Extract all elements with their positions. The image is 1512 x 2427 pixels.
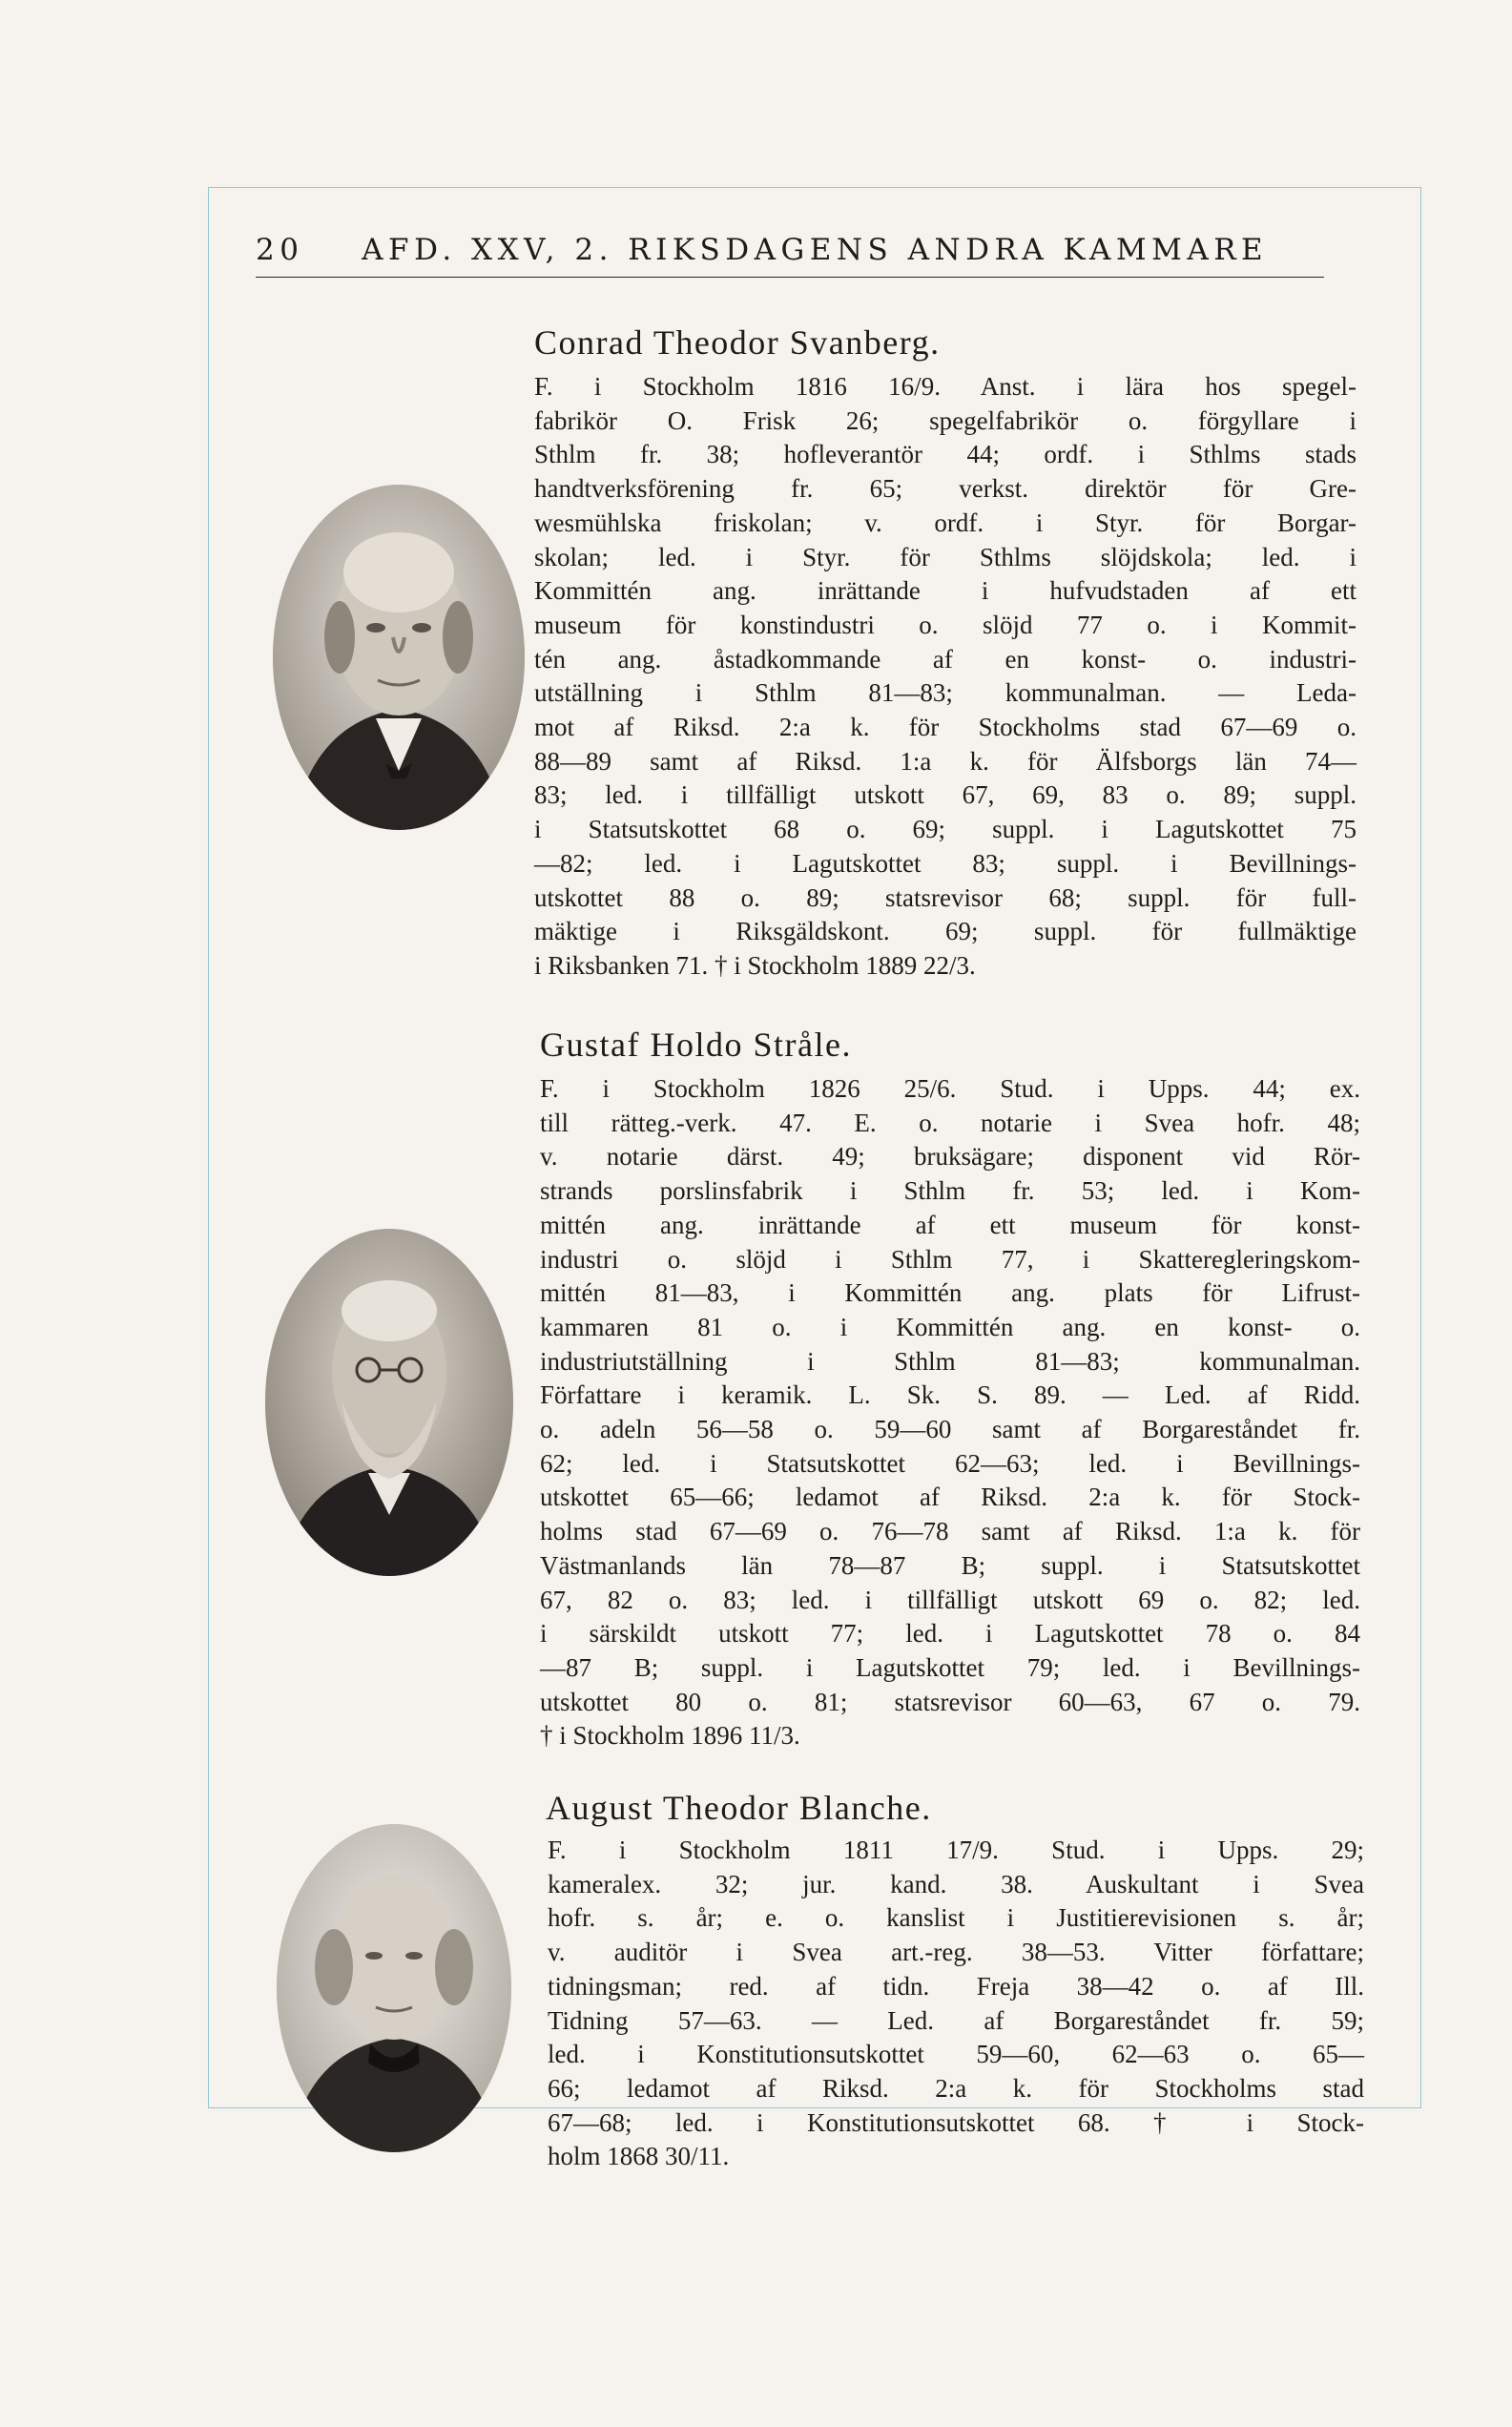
bio-line: 62; led. i Statsutskottet 62—63; led. i Bevillnings-: [540, 1448, 1360, 1478]
bio-line: i Riksbanken 71. † i Stockholm 1889 22/3.: [534, 950, 976, 980]
bio-line: wesmühlska friskolan; v. ordf. i Styr. för Borgar-: [534, 508, 1357, 537]
bio-line: Tidning 57—63. — Led. af Borgareståndet fr. 59;: [548, 2005, 1364, 2035]
entry-name-svanberg: Conrad Theodor Svanberg.: [534, 323, 941, 362]
entry-name-strale: Gustaf Holdo Stråle.: [540, 1026, 852, 1064]
bio-line: F. i Stockholm 1826 25/6. Stud. i Upps. 44; ex.: [540, 1074, 1360, 1103]
entry-bio-strale: [540, 1072, 1360, 1753]
bio-line: v. notarie därst. 49; bruksägare; disponent vid Rör-: [540, 1142, 1360, 1172]
bio-line: F. i Stockholm 1816 16/9. Anst. i lära hos spegel-: [534, 372, 1357, 401]
bio-line: mäktige i Riksgäldskont. 69; suppl. för fullmäktige: [534, 917, 1357, 946]
bio-line: kammaren 81 o. i Kommittén ang. en konst- o.: [540, 1312, 1360, 1341]
bio-line: hofr. s. år; e. o. kanslist i Justitierevisionen s. år;: [548, 1903, 1364, 1933]
bio-line: strands porslinsfabrik i Sthlm fr. 53; led. i Kom-: [540, 1176, 1360, 1206]
entry-bio-svanberg: [534, 370, 1357, 984]
portrait-strale: [265, 1229, 513, 1576]
bio-line: holms stad 67—69 o. 76—78 samt af Riksd. 1:a k. för: [540, 1517, 1360, 1546]
header-rule: [256, 277, 1324, 278]
entry-name-blanche: August Theodor Blanche.: [546, 1789, 932, 1827]
running-title: AFD. XXV, 2. RIKSDAGENS ANDRA KAMMARE: [362, 233, 1269, 267]
bio-line: 67, 82 o. 83; led. i tillfälligt utskott 69 o. 82; led.: [540, 1585, 1360, 1614]
bio-line: 88—89 samt af Riksd. 1:a k. för Älfsborgs län 74—: [534, 746, 1357, 776]
bio-line: 66; ledamot af Riksd. 2:a k. för Stockholms stad: [548, 2073, 1364, 2103]
bio-line: —87 B; suppl. i Lagutskottet 79; led. i Bevillnings-: [540, 1652, 1360, 1682]
bio-line: fabrikör O. Frisk 26; spegelfabrikör o. förgyllare i: [534, 405, 1357, 435]
bio-line: Författare i keramik. L. Sk. S. 89. — Led. af Ridd.: [540, 1380, 1360, 1410]
bio-line: Västmanlands län 78—87 B; suppl. i Statsutskottet: [540, 1550, 1360, 1580]
portrait-svanberg: [273, 485, 525, 830]
bio-line: till rätteg.-verk. 47. E. o. notarie i Svea hofr. 48;: [540, 1108, 1360, 1137]
bio-line: Sthlm fr. 38; hofleverantör 44; ordf. i Sthlms stads: [534, 440, 1357, 469]
bio-line: utskottet 88 o. 89; statsrevisor 68; suppl. för full-: [534, 882, 1357, 912]
bio-line: o. adeln 56—58 o. 59—60 samt af Borgareståndet fr.: [540, 1415, 1360, 1444]
bio-line: v. auditör i Svea art.-reg. 38—53. Vitter författare;: [548, 1938, 1364, 1967]
bio-line: mittén ang. inrättande af ett museum för konst-: [540, 1210, 1360, 1239]
bio-line: i särskildt utskott 77; led. i Lagutskottet 78 o. 84: [540, 1619, 1360, 1649]
bio-line: 67—68; led. i Konstitutionsutskottet 68. † i Stock-: [548, 2107, 1364, 2137]
bio-line: industriutställning i Sthlm 81—83; kommunalman.: [540, 1346, 1360, 1376]
bio-line: —82; led. i Lagutskottet 83; suppl. i Bevillnings-: [534, 848, 1357, 878]
bio-line: utskottet 80 o. 81; statsrevisor 60—63, 67 o. 79.: [540, 1687, 1360, 1716]
bio-line: i Statsutskottet 68 o. 69; suppl. i Lagutskottet 75: [534, 815, 1357, 844]
bio-line: holm 1868 30/11.: [548, 2142, 730, 2171]
bio-line: tén ang. åstadkommande af en konst- o. industri-: [534, 644, 1357, 674]
entry-bio-blanche: [548, 1834, 1364, 2174]
bio-line: utskottet 65—66; ledamot af Riksd. 2:a k. för Stock-: [540, 1483, 1360, 1512]
bio-line: Kommittén ang. inrättande i hufvudstaden af ett: [534, 576, 1357, 606]
bio-line: museum för konstindustri o. slöjd 77 o. i Kommit-: [534, 610, 1357, 639]
bio-line: led. i Konstitutionsutskottet 59—60, 62—63 o. 65—: [548, 2040, 1364, 2069]
running-header: [256, 233, 1324, 267]
bio-line: handtverksförening fr. 65; verkst. direktör för Gre-: [534, 474, 1357, 504]
bio-line: 83; led. i tillfälligt utskott 67, 69, 83 o. 89; suppl.: [534, 780, 1357, 810]
bio-line: mittén 81—83, i Kommittén ang. plats för Lifrust-: [540, 1278, 1360, 1308]
bio-line: F. i Stockholm 1811 17/9. Stud. i Upps. 29;: [548, 1836, 1364, 1864]
bio-line: kameralex. 32; jur. kand. 38. Auskultant i Svea: [548, 1869, 1364, 1898]
page-number: 20: [256, 233, 304, 267]
portrait-blanche: [277, 1824, 511, 2152]
bio-line: mot af Riksd. 2:a k. för Stockholms stad 67—69 o.: [534, 713, 1357, 742]
bio-line: † i Stockholm 1896 11/3.: [540, 1721, 800, 1751]
bio-line: industri o. slöjd i Sthlm 77, i Skatteregleringskom-: [540, 1244, 1360, 1274]
bio-line: skolan; led. i Styr. för Sthlms slöjdskola; led. i: [534, 542, 1357, 571]
bio-line: utställning i Sthlm 81—83; kommunalman. — Leda-: [534, 678, 1357, 708]
bio-line: tidningsman; red. af tidn. Freja 38—42 o. af Ill.: [548, 1971, 1364, 2001]
